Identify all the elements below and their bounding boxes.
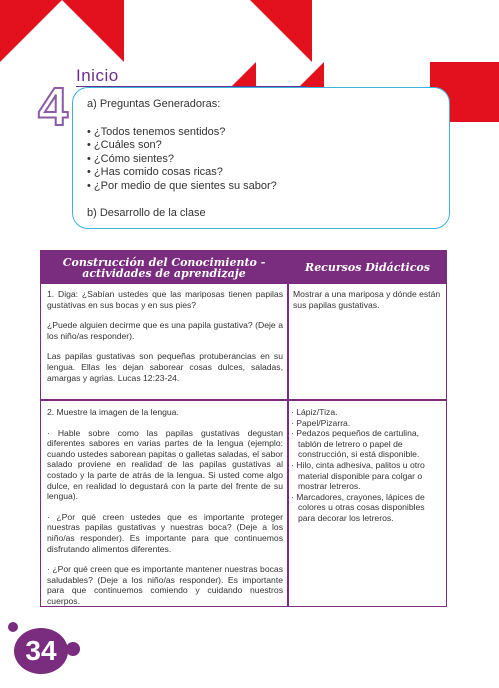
question-item: • ¿Por medio de que sientes su sabor? [87,180,435,194]
section-title: Inicio [76,66,119,85]
ink-splat-dot [66,642,80,656]
table-header [41,251,446,284]
question-item: • ¿Has comido cosas ricas? [87,166,435,180]
row2-activity-text: · Hable sobre como las papilas gustativas degustan diferentes sabores en varias partes de la lengua (ejemplo: cuando ustedes saborean papitas o galletas saladas, el sabor salado proviene en realidad de las papilas gustativas al costado y la parte de atrás de la lengua. Si usted come algo dulce, en realidad lo degustará con la parte del frente de su lengua). [47,427,283,502]
red-triangle-top-center [250,0,312,62]
header-didactic-resources: Recursos Didácticos [305,261,430,274]
row2-activity-text: · ¿Por qué creen que es importante mantener nuestras bocas saludables? (Deje a los niño/as responder). Es importante para que continuemos comiendo y cuidando nuestros cuerpos. [47,564,283,606]
header-knowledge-construction [41,251,287,284]
header-left-line2: actividades de aprendizaje [82,266,246,280]
row2-activity-text: · ¿Por qué creen ustedes que es importante proteger nuestras papilas gustativas y nuestras boca? (Deje a los niño/as responder). Es importante para que continuemos disfrutando alimentos diferentes. [47,511,283,554]
row1-resources [293,289,441,320]
resource-item: · Papel/Pizarra. [291,418,441,429]
question-item: • ¿Cómo sientes? [87,153,435,167]
row1-activity-text: ¿Puede alguien decirme que es una papila gustativa? (Deje a los niño/as responder). [47,320,283,341]
column-divider [287,284,289,607]
resource-item: · Marcadores, crayones, lápices de colores u otras cosas disponibles para decorar los letreros. [291,492,441,524]
red-triangle-mid [230,62,256,88]
question-item: • ¿Todos tenemos sentidos? [87,126,435,140]
row-divider [41,399,446,401]
development-heading: b) Desarrollo de la clase [87,207,206,219]
row2-activities [47,407,283,617]
header-left-line1: Construcción del Conocimiento - [62,255,266,269]
resource-item: · Pedazos pequeños de cartulina, tablón de letrero o papel de construcción, si está disponible. [291,428,441,460]
questions-list [87,126,435,194]
resource-item: · Lápiz/Tiza. [291,407,441,418]
question-item: • ¿Cuáles son? [87,139,435,153]
ink-splat-dot [8,622,18,632]
resources-list [291,407,441,524]
row1-activities [47,289,283,393]
red-triangle-top-left-2 [62,0,124,62]
activities-table [40,250,447,607]
row1-resource-text: Mostrar a una mariposa y dónde están sus papilas gustativas. [293,289,441,310]
row1-activity-text: Las papilas gustativas son pequeñas protuberancias en su lengua. Ellas les dejan saborear cosas dulces, saladas, amargas y agrias. Lucas 12:23-24. [47,351,283,383]
page-number: 34 [14,628,68,674]
questions-heading: a) Preguntas Generadoras: [87,98,221,110]
red-triangle-mid-2 [298,62,324,88]
guiding-questions-box [72,87,450,229]
red-triangle-top-left [0,0,62,62]
section-number: 4 [38,77,69,137]
row2-activity-text: 2. Muestre la imagen de la lengua. [47,407,179,417]
row1-activity-text: 1. Diga: ¿Sabían ustedes que las mariposas tienen papilas gustativas en sus bocas y en sus pies? [47,289,283,310]
row2-resources [291,407,441,524]
resource-item: · Hilo, cinta adhesiva, palitos u otro material disponible para colgar o mostrar letreros. [291,460,441,492]
